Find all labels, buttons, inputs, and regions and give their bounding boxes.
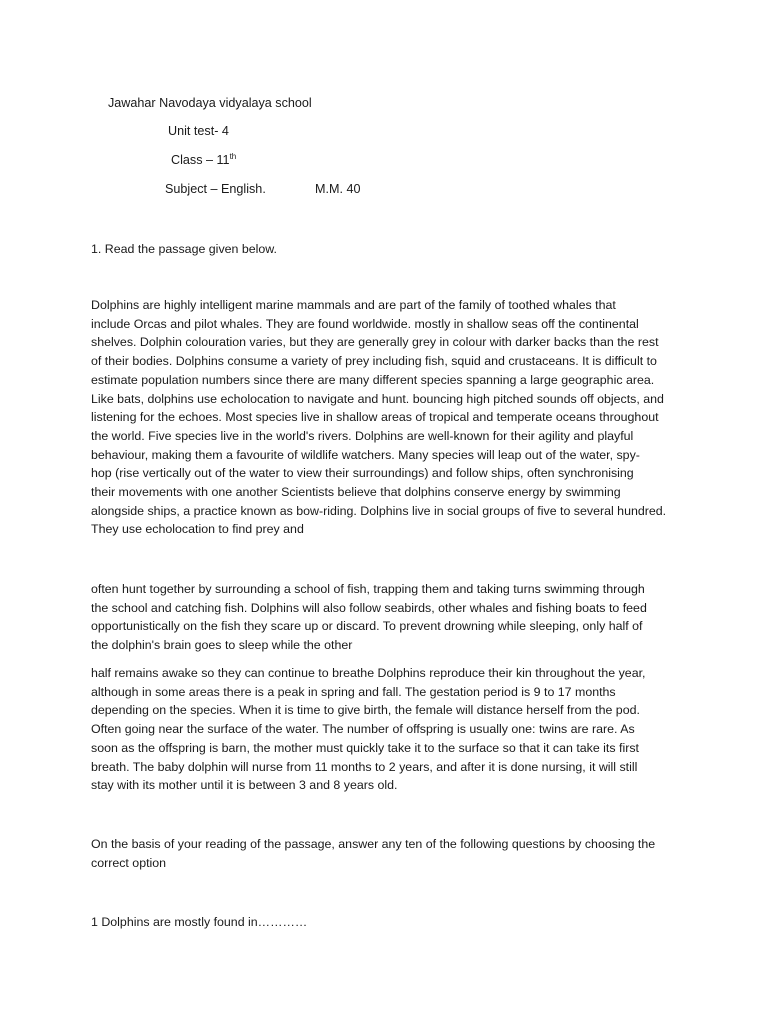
passage-line: breath. The baby dolphin will nurse from 11 months to 2 years, and after it is done nursing, it will still bbox=[91, 759, 638, 774]
instruction-line: On the basis of your reading of the passage, answer any ten of the following questions by choosing the bbox=[91, 837, 656, 851]
passage-line: stay with its mother until it is between 3 and 8 years old. bbox=[91, 778, 398, 793]
passage-line: Like bats, dolphins use echolocation to navigate and hunt. bouncing high pitched sounds off objects, and bbox=[91, 391, 664, 406]
questions-instruction bbox=[91, 835, 681, 872]
passage-line: although in some areas there is a peak in spring and fall. The gestation period is 9 to 17 months bbox=[91, 684, 616, 699]
passage-paragraph-3 bbox=[91, 664, 681, 795]
passage-line: They use echolocation to find prey and bbox=[91, 522, 304, 537]
instruction-text: 1. Read the passage given below. bbox=[91, 242, 277, 256]
passage-line: often hunt together by surrounding a school of fish, trapping them and taking turns swimming through bbox=[91, 582, 645, 596]
passage-line: alongside ships, a practice known as bow-riding. Dolphins live in social groups of five to several hundred. bbox=[91, 503, 667, 518]
passage-line: half remains awake so they can continue to breathe Dolphins reproduce their kin throughout the year, bbox=[91, 666, 646, 680]
instruction-line: correct option bbox=[91, 855, 167, 870]
passage-line: listening for the echoes. Most species live in shallow areas of tropical and temperate oceans throughout bbox=[91, 410, 659, 425]
passage-line: the school and catching fish. Dolphins will also follow seabirds, other whales and fishing boats to feed bbox=[91, 600, 647, 615]
passage-line: soon as the offspring is barn, the mother must quickly take it to the surface so that it can take its first bbox=[91, 740, 639, 755]
passage-line: depending on the species. When it is time to give birth, the female will distance herself from the pod. bbox=[91, 703, 640, 718]
passage-paragraph-1 bbox=[91, 296, 681, 539]
unit-test-label: Unit test- 4 bbox=[168, 124, 229, 138]
passage-line: shelves. Dolphin colouration varies, but they are generally grey in colour with darker backs than the rest bbox=[91, 335, 659, 350]
class-superscript: th bbox=[229, 151, 237, 161]
subject-label: Subject – English. bbox=[165, 182, 266, 196]
passage-line: of their bodies. Dolphins consume a variety of prey including fish, squid and crustaceans. It is difficult to bbox=[91, 354, 657, 369]
passage-line: behaviour, making them a favourite of wildlife watchers. Many species will leap out of the water, spy- bbox=[91, 447, 640, 462]
passage-line: opportunistically on the fish they scare up or discard. To prevent drowning while sleeping, only half of bbox=[91, 619, 643, 634]
passage-paragraph-2 bbox=[91, 580, 681, 655]
passage-line: the world. Five species live in the world's rivers. Dolphins are well-known for their agility and playful bbox=[91, 428, 634, 443]
class-label bbox=[171, 151, 236, 170]
passage-line: estimate population numbers since there are many different species spanning a large geographic area. bbox=[91, 372, 655, 387]
class-text: Class – 11 bbox=[171, 153, 230, 167]
passage-line: their movements with one another Scientists believe that dolphins conserve energy by swimming bbox=[91, 485, 621, 500]
passage-line: hop (rise vertically out of the water to view their surroundings) and follow ships, often synchronising bbox=[91, 466, 634, 481]
max-marks-label: M.M. 40 bbox=[315, 182, 361, 196]
passage-line: Dolphins are highly intelligent marine mammals and are part of the family of toothed whales that bbox=[91, 298, 616, 312]
passage-line: include Orcas and pilot whales. They are found worldwide. mostly in shallow seas off the continental bbox=[91, 316, 639, 331]
passage-line: Often going near the surface of the water. The number of offspring is usually one: twins are rare. As bbox=[91, 722, 635, 737]
question-1: 1 Dolphins are mostly found in………… bbox=[91, 915, 308, 929]
school-name: Jawahar Navodaya vidyalaya school bbox=[108, 96, 312, 110]
passage-line: the dolphin's brain goes to sleep while the other bbox=[91, 638, 353, 653]
